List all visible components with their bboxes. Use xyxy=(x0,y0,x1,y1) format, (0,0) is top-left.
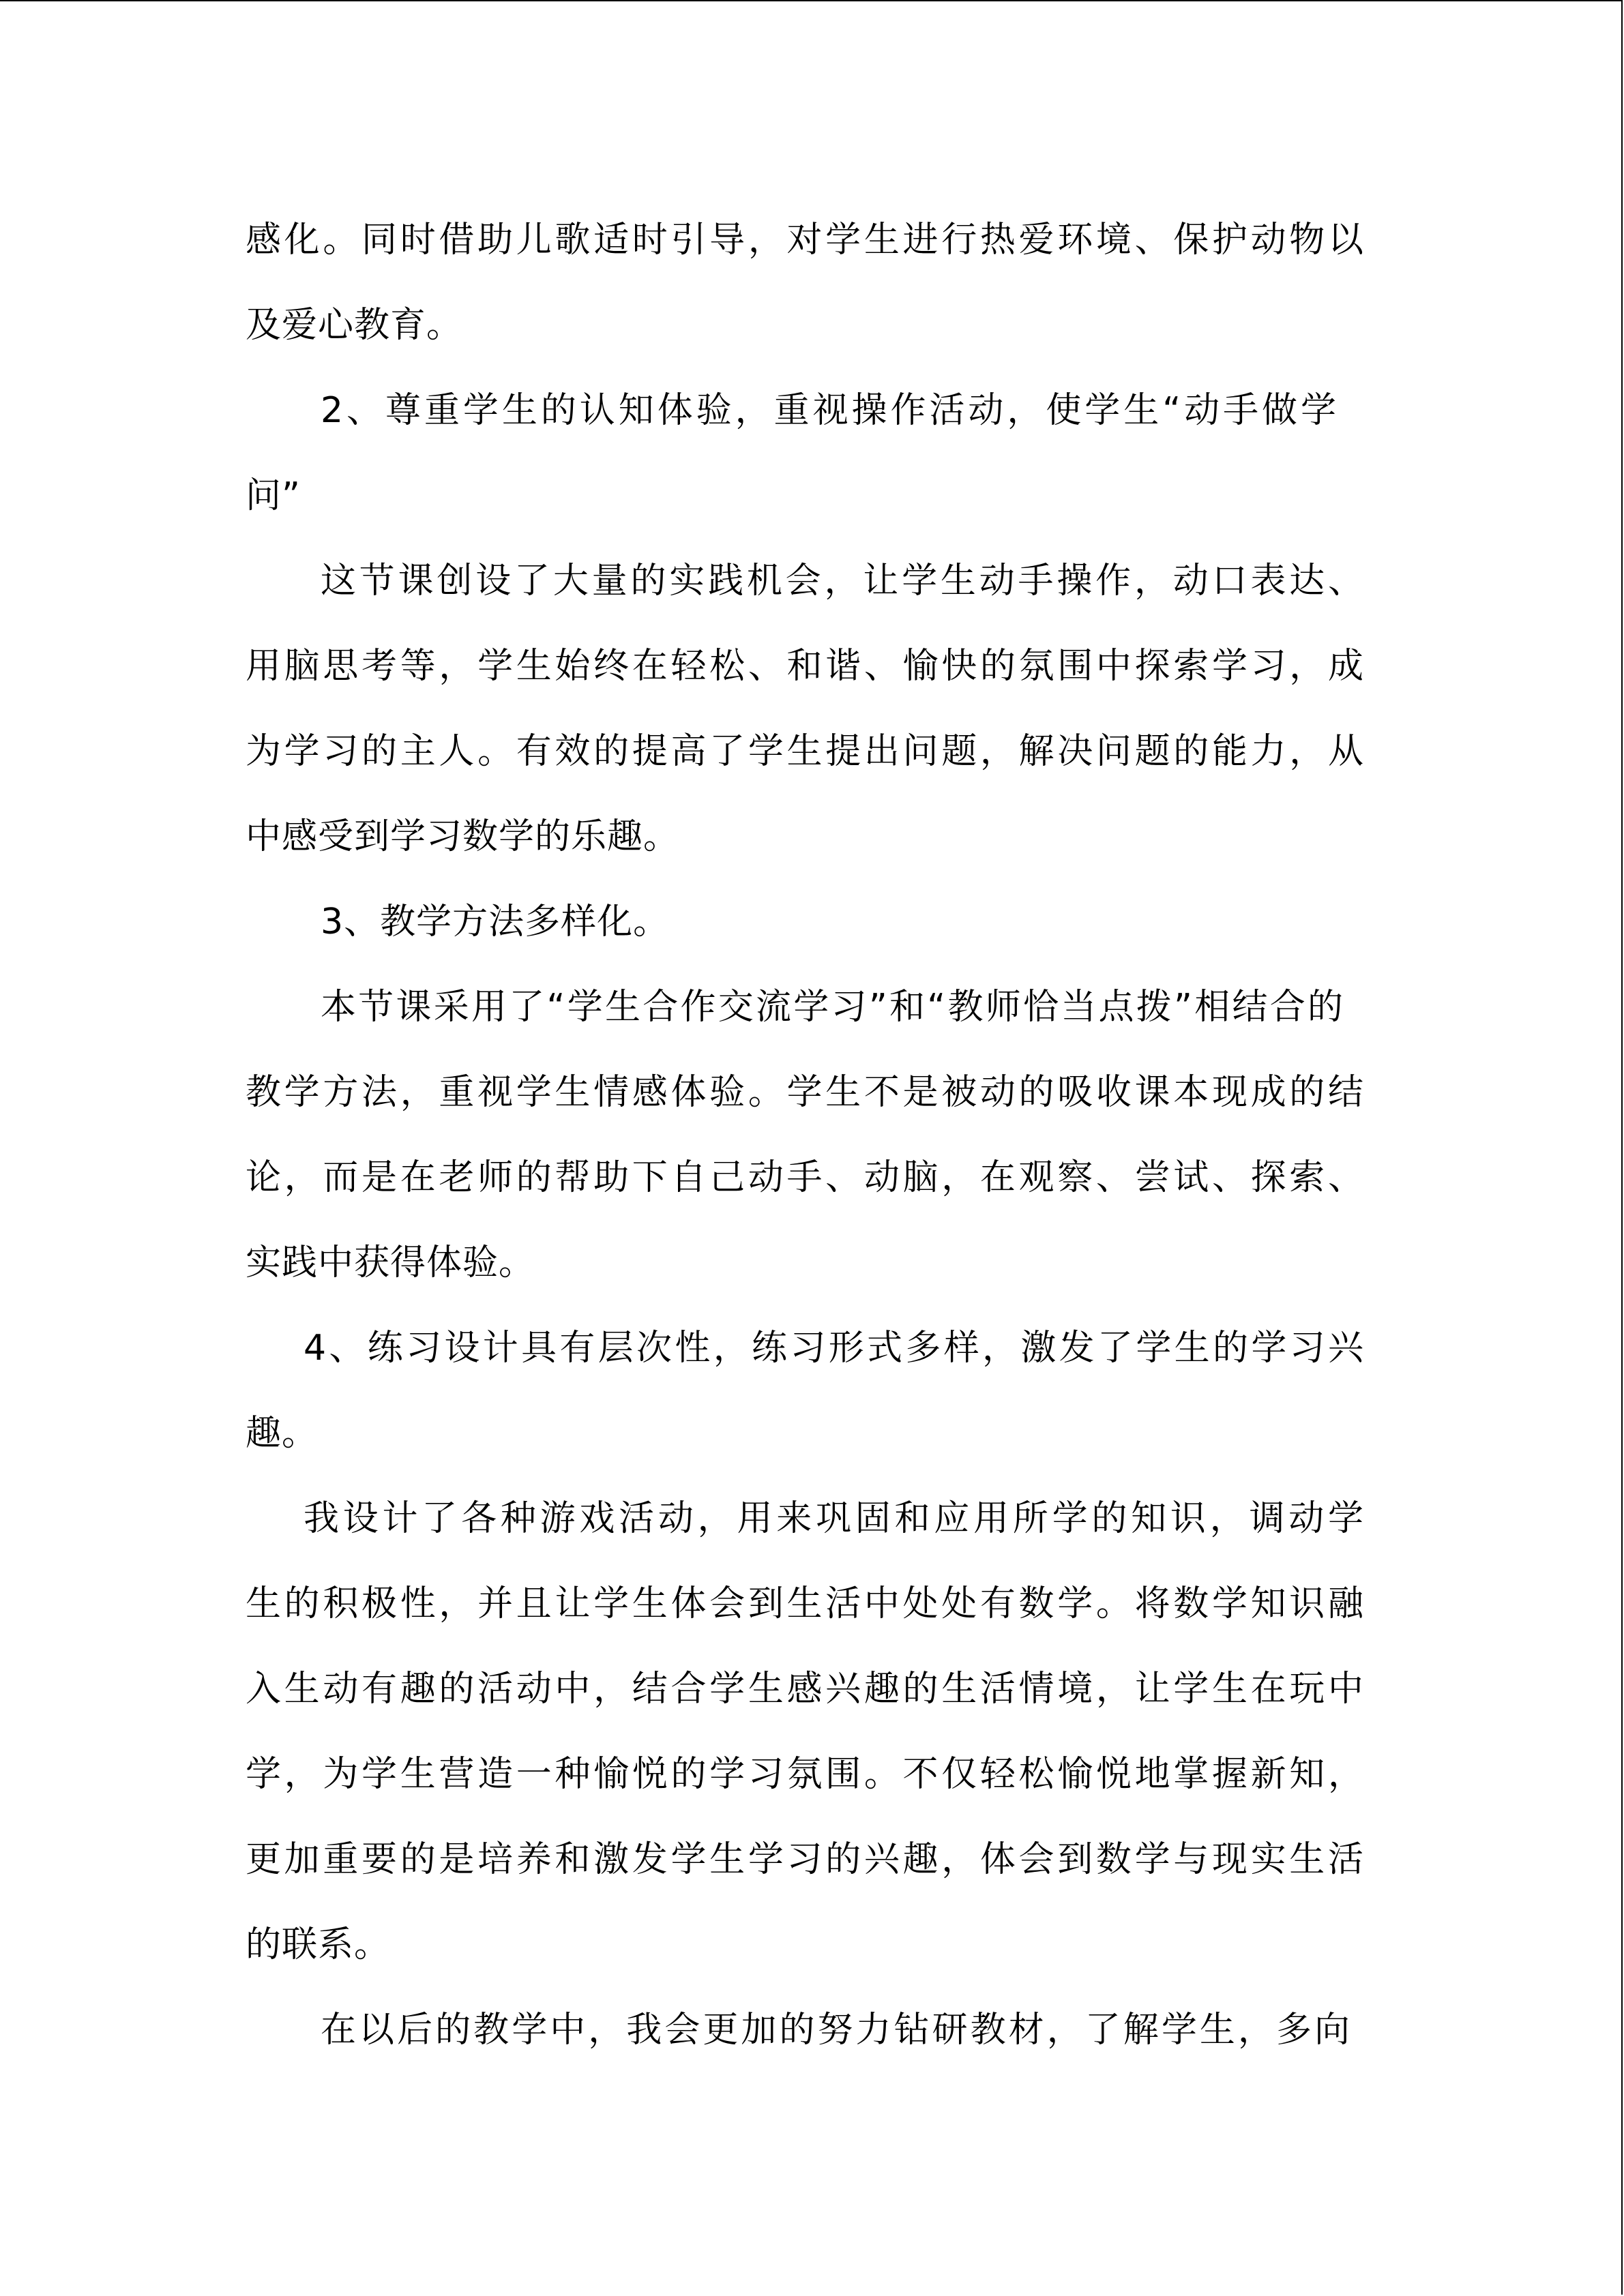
body-text-line: 学，为学生营造一种愉悦的学习氛围。不仅轻松愉悦地掌握新知， xyxy=(246,1754,1364,1795)
body-text-line: 入生动有趣的活动中，结合学生感兴趣的生活情境，让学生在玩中 xyxy=(246,1669,1364,1710)
body-text-line: 中感受到学习数学的乐趣。 xyxy=(246,816,680,857)
body-text-line: 教学方法，重视学生情感体验。学生不是被动的吸收课本现成的结 xyxy=(246,1072,1364,1113)
body-text-line: 为学习的主人。有效的提高了学生提出问题，解决问题的能力，从 xyxy=(246,731,1364,772)
section-heading-4-continued: 趣。 xyxy=(246,1413,319,1454)
body-text-line: 实践中获得体验。 xyxy=(246,1242,535,1283)
body-text-line: 本节课采用了“学生合作交流学习”和“教师恰当点拨”相结合的 xyxy=(321,987,1344,1028)
body-text-line: 感化。同时借助儿歌适时引导，对学生进行热爱环境、保护动物以 xyxy=(246,220,1364,260)
body-text-line: 我设计了各种游戏活动，用来巩固和应用所学的知识，调动学 xyxy=(304,1498,1364,1539)
body-text-line: 生的积极性，并且让学生体会到生活中处处有数学。将数学知识融 xyxy=(246,1583,1364,1624)
body-text-line: 在以后的教学中，我会更加的努力钻研教材，了解学生，多向 xyxy=(321,2010,1350,2051)
section-heading-2-continued: 问” xyxy=(246,475,301,516)
body-text-line: 这节课创设了大量的实践机会，让学生动手操作，动口表达、 xyxy=(321,561,1364,601)
body-text-line: 用脑思考等，学生始终在轻松、和谐、愉快的氛围中探索学习，成 xyxy=(246,646,1364,687)
body-text-line: 论，而是在老师的帮助下自己动手、动脑，在观察、尝试、探索、 xyxy=(246,1157,1364,1198)
section-heading-4: 4、练习设计具有层次性，练习形式多样，激发了学生的学习兴 xyxy=(304,1328,1364,1369)
section-heading-2: 2、尊重学生的认知体验，重视操作活动，使学生“动手做学 xyxy=(321,390,1337,431)
body-text-line: 及爱心教育。 xyxy=(246,305,463,346)
body-text-line: 的联系。 xyxy=(246,1924,391,1965)
body-text-line: 更加重要的是培养和激发学生学习的兴趣，体会到数学与现实生活 xyxy=(246,1839,1364,1880)
section-heading-3: 3、教学方法多样化。 xyxy=(321,901,670,942)
